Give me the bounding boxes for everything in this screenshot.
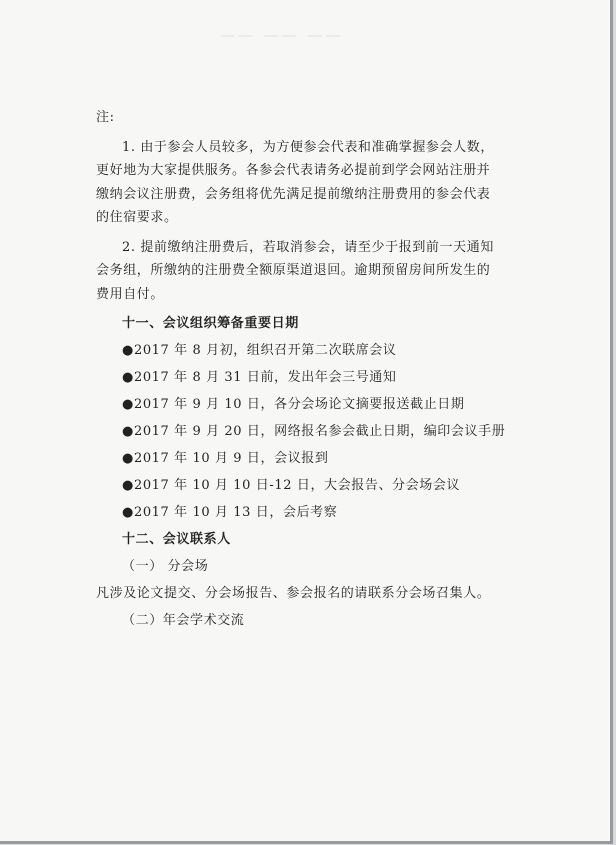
- note-item-1-line-1: 1. 由于参会人员较多，为方便参会代表和准确掌握参会人数，: [122, 139, 494, 155]
- date-item: ●2017 年 9 月 20 日，网络报名参会截止日期，编印会议手册: [122, 424, 506, 439]
- subsection-2-heading: （二）年会学术交流: [122, 613, 245, 628]
- section-12-heading: 十二、会议联系人: [122, 532, 231, 547]
- note-item-2-line-1: 2. 提前缴纳注册费后，若取消参会，请至少于报到前一天通知: [122, 239, 494, 255]
- section-11-heading: 十一、会议组织筹备重要日期: [122, 316, 299, 331]
- note-item-2-line-2: 会务组，所缴纳的注册费全额原渠道退回。逾期预留房间所发生的: [96, 263, 491, 278]
- note-item-1-line-4: 的住宿要求。: [96, 210, 178, 225]
- date-item: ●2017 年 8 月初，组织召开第二次联席会议: [122, 343, 397, 358]
- note-item-1-line-2: 更好地为大家提供服务。各参会代表请务必提前到学会网站注册并: [96, 163, 491, 178]
- document-body: [96, 106, 536, 633]
- faint-header-bleedthrough: —— —— ——: [220, 26, 344, 44]
- date-item: ●2017 年 10 月 9 日，会议报到: [122, 451, 329, 466]
- date-item: ●2017 年 9 月 10 日，各分会场论文摘要报送截止日期: [122, 397, 465, 412]
- note-title: 注:: [96, 110, 115, 125]
- date-item: ●2017 年 8 月 31 日前，发出年会三号通知: [122, 370, 397, 385]
- subsection-1-text: 凡涉及论文提交、分会场报告、参会报名的请联系分会场召集人。: [96, 586, 491, 601]
- note-item-2-line-3: 费用自付。: [96, 286, 165, 302]
- note-item-1-line-3: 缴纳会议注册费，会务组将优先满足提前缴纳注册费用的参会代表: [96, 186, 491, 202]
- date-item: ●2017 年 10 月 13 日，会后考察: [122, 505, 338, 520]
- subsection-1-heading: （一） 分会场: [122, 559, 209, 574]
- date-item: ●2017 年 10 月 10 日-12 日，大会报告、分会场会议: [122, 478, 461, 493]
